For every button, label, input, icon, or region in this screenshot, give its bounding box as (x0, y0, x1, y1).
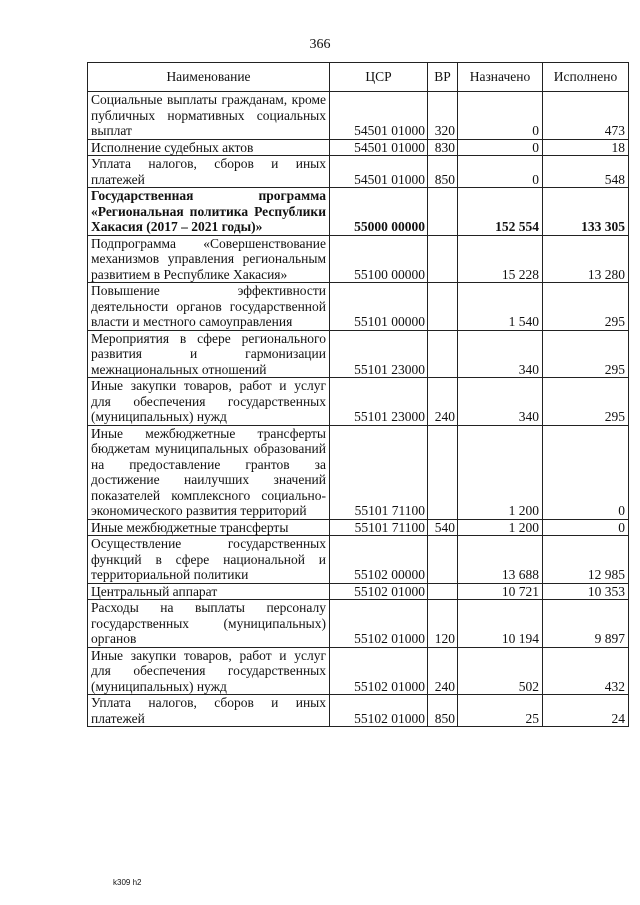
header-csr: ЦСР (330, 63, 428, 92)
table-row (88, 536, 629, 584)
table-row (88, 647, 629, 695)
row-name: Повышение эффективности деятельности органов государственной власти и местного самоуправления (88, 283, 330, 331)
row-vr (428, 188, 458, 236)
row-name: Уплата налогов, сборов и иных платежей (88, 695, 330, 727)
row-executed: 10 353 (543, 583, 629, 600)
row-executed: 548 (543, 156, 629, 188)
row-assigned: 152 554 (458, 188, 543, 236)
row-name: Расходы на выплаты персоналу государственных (муниципальных) органов (88, 600, 330, 648)
header-assigned: Назначено (458, 63, 543, 92)
row-executed: 295 (543, 283, 629, 331)
row-name: Государственная программа «Региональная политика Республики Хакасия (2017 – 2021 годы)» (88, 188, 330, 236)
table-body (88, 92, 629, 727)
row-name: Осуществление государственных функций в сфере национальной и территориальной политики (88, 536, 330, 584)
table-row (88, 235, 629, 283)
row-name: Иные закупки товаров, работ и услуг для обеспечения государственных (муниципальных) нужд (88, 647, 330, 695)
budget-table (87, 62, 629, 727)
table-row (88, 378, 629, 426)
row-name: Иные закупки товаров, работ и услуг для обеспечения государственных (муниципальных) нужд (88, 378, 330, 426)
row-vr (428, 583, 458, 600)
row-csr: 55101 23000 (330, 330, 428, 378)
row-executed: 13 280 (543, 235, 629, 283)
row-name: Уплата налогов, сборов и иных платежей (88, 156, 330, 188)
row-csr: 55102 01000 (330, 647, 428, 695)
row-assigned: 0 (458, 139, 543, 156)
header-executed: Исполнено (543, 63, 629, 92)
footer-code: k309 h2 (113, 878, 142, 887)
row-name: Центральный аппарат (88, 583, 330, 600)
row-assigned: 10 721 (458, 583, 543, 600)
row-assigned: 1 540 (458, 283, 543, 331)
table-row (88, 188, 629, 236)
row-executed: 133 305 (543, 188, 629, 236)
row-executed: 0 (543, 519, 629, 536)
row-vr: 850 (428, 156, 458, 188)
page-number: 366 (309, 37, 331, 52)
table-row (88, 600, 629, 648)
row-assigned: 340 (458, 378, 543, 426)
row-csr: 55102 00000 (330, 536, 428, 584)
table-row (88, 425, 629, 519)
table-header-row (88, 63, 629, 92)
row-assigned: 15 228 (458, 235, 543, 283)
row-executed: 473 (543, 92, 629, 140)
row-assigned: 1 200 (458, 425, 543, 519)
row-assigned: 0 (458, 156, 543, 188)
row-executed: 0 (543, 425, 629, 519)
row-executed: 432 (543, 647, 629, 695)
row-csr: 55000 00000 (330, 188, 428, 236)
table-row (88, 583, 629, 600)
row-vr: 850 (428, 695, 458, 727)
row-vr: 540 (428, 519, 458, 536)
row-vr (428, 283, 458, 331)
row-name: Исполнение судебных актов (88, 139, 330, 156)
row-executed: 295 (543, 330, 629, 378)
row-vr: 320 (428, 92, 458, 140)
table-row (88, 156, 629, 188)
table-row (88, 283, 629, 331)
table-row (88, 92, 629, 140)
row-csr: 55100 00000 (330, 235, 428, 283)
row-csr: 54501 01000 (330, 139, 428, 156)
row-csr: 55101 23000 (330, 378, 428, 426)
row-executed: 24 (543, 695, 629, 727)
row-csr: 55102 01000 (330, 600, 428, 648)
header-name: Наименование (88, 63, 330, 92)
row-vr (428, 235, 458, 283)
row-assigned: 502 (458, 647, 543, 695)
row-executed: 295 (543, 378, 629, 426)
row-assigned: 13 688 (458, 536, 543, 584)
row-vr: 240 (428, 647, 458, 695)
table-row (88, 330, 629, 378)
row-csr: 54501 01000 (330, 156, 428, 188)
row-vr: 830 (428, 139, 458, 156)
row-name: Иные межбюджетные трансферты (88, 519, 330, 536)
row-name: Иные межбюджетные трансферты бюджетам муниципальных образований на предоставление грантов за достижение наилучших значений показателей комплексного социально-экономического развития территорий (88, 425, 330, 519)
row-assigned: 25 (458, 695, 543, 727)
table-row (88, 519, 629, 536)
row-assigned: 340 (458, 330, 543, 378)
row-csr: 55101 00000 (330, 283, 428, 331)
header-vr: ВР (428, 63, 458, 92)
row-csr: 55101 71100 (330, 519, 428, 536)
row-executed: 18 (543, 139, 629, 156)
row-name: Социальные выплаты гражданам, кроме публичных нормативных социальных выплат (88, 92, 330, 140)
row-name: Мероприятия в сфере регионального развития и гармонизации межнациональных отношений (88, 330, 330, 378)
row-csr: 54501 01000 (330, 92, 428, 140)
row-csr: 55102 01000 (330, 695, 428, 727)
row-csr: 55102 01000 (330, 583, 428, 600)
row-vr (428, 425, 458, 519)
row-vr (428, 536, 458, 584)
row-executed: 12 985 (543, 536, 629, 584)
row-assigned: 1 200 (458, 519, 543, 536)
row-vr (428, 330, 458, 378)
row-assigned: 10 194 (458, 600, 543, 648)
row-executed: 9 897 (543, 600, 629, 648)
row-vr: 240 (428, 378, 458, 426)
table-row (88, 695, 629, 727)
row-csr: 55101 71100 (330, 425, 428, 519)
row-vr: 120 (428, 600, 458, 648)
row-assigned: 0 (458, 92, 543, 140)
table-row (88, 139, 629, 156)
row-name: Подпрограмма «Совершенствование механизмов управления региональным развитием в Республике Хакасия» (88, 235, 330, 283)
